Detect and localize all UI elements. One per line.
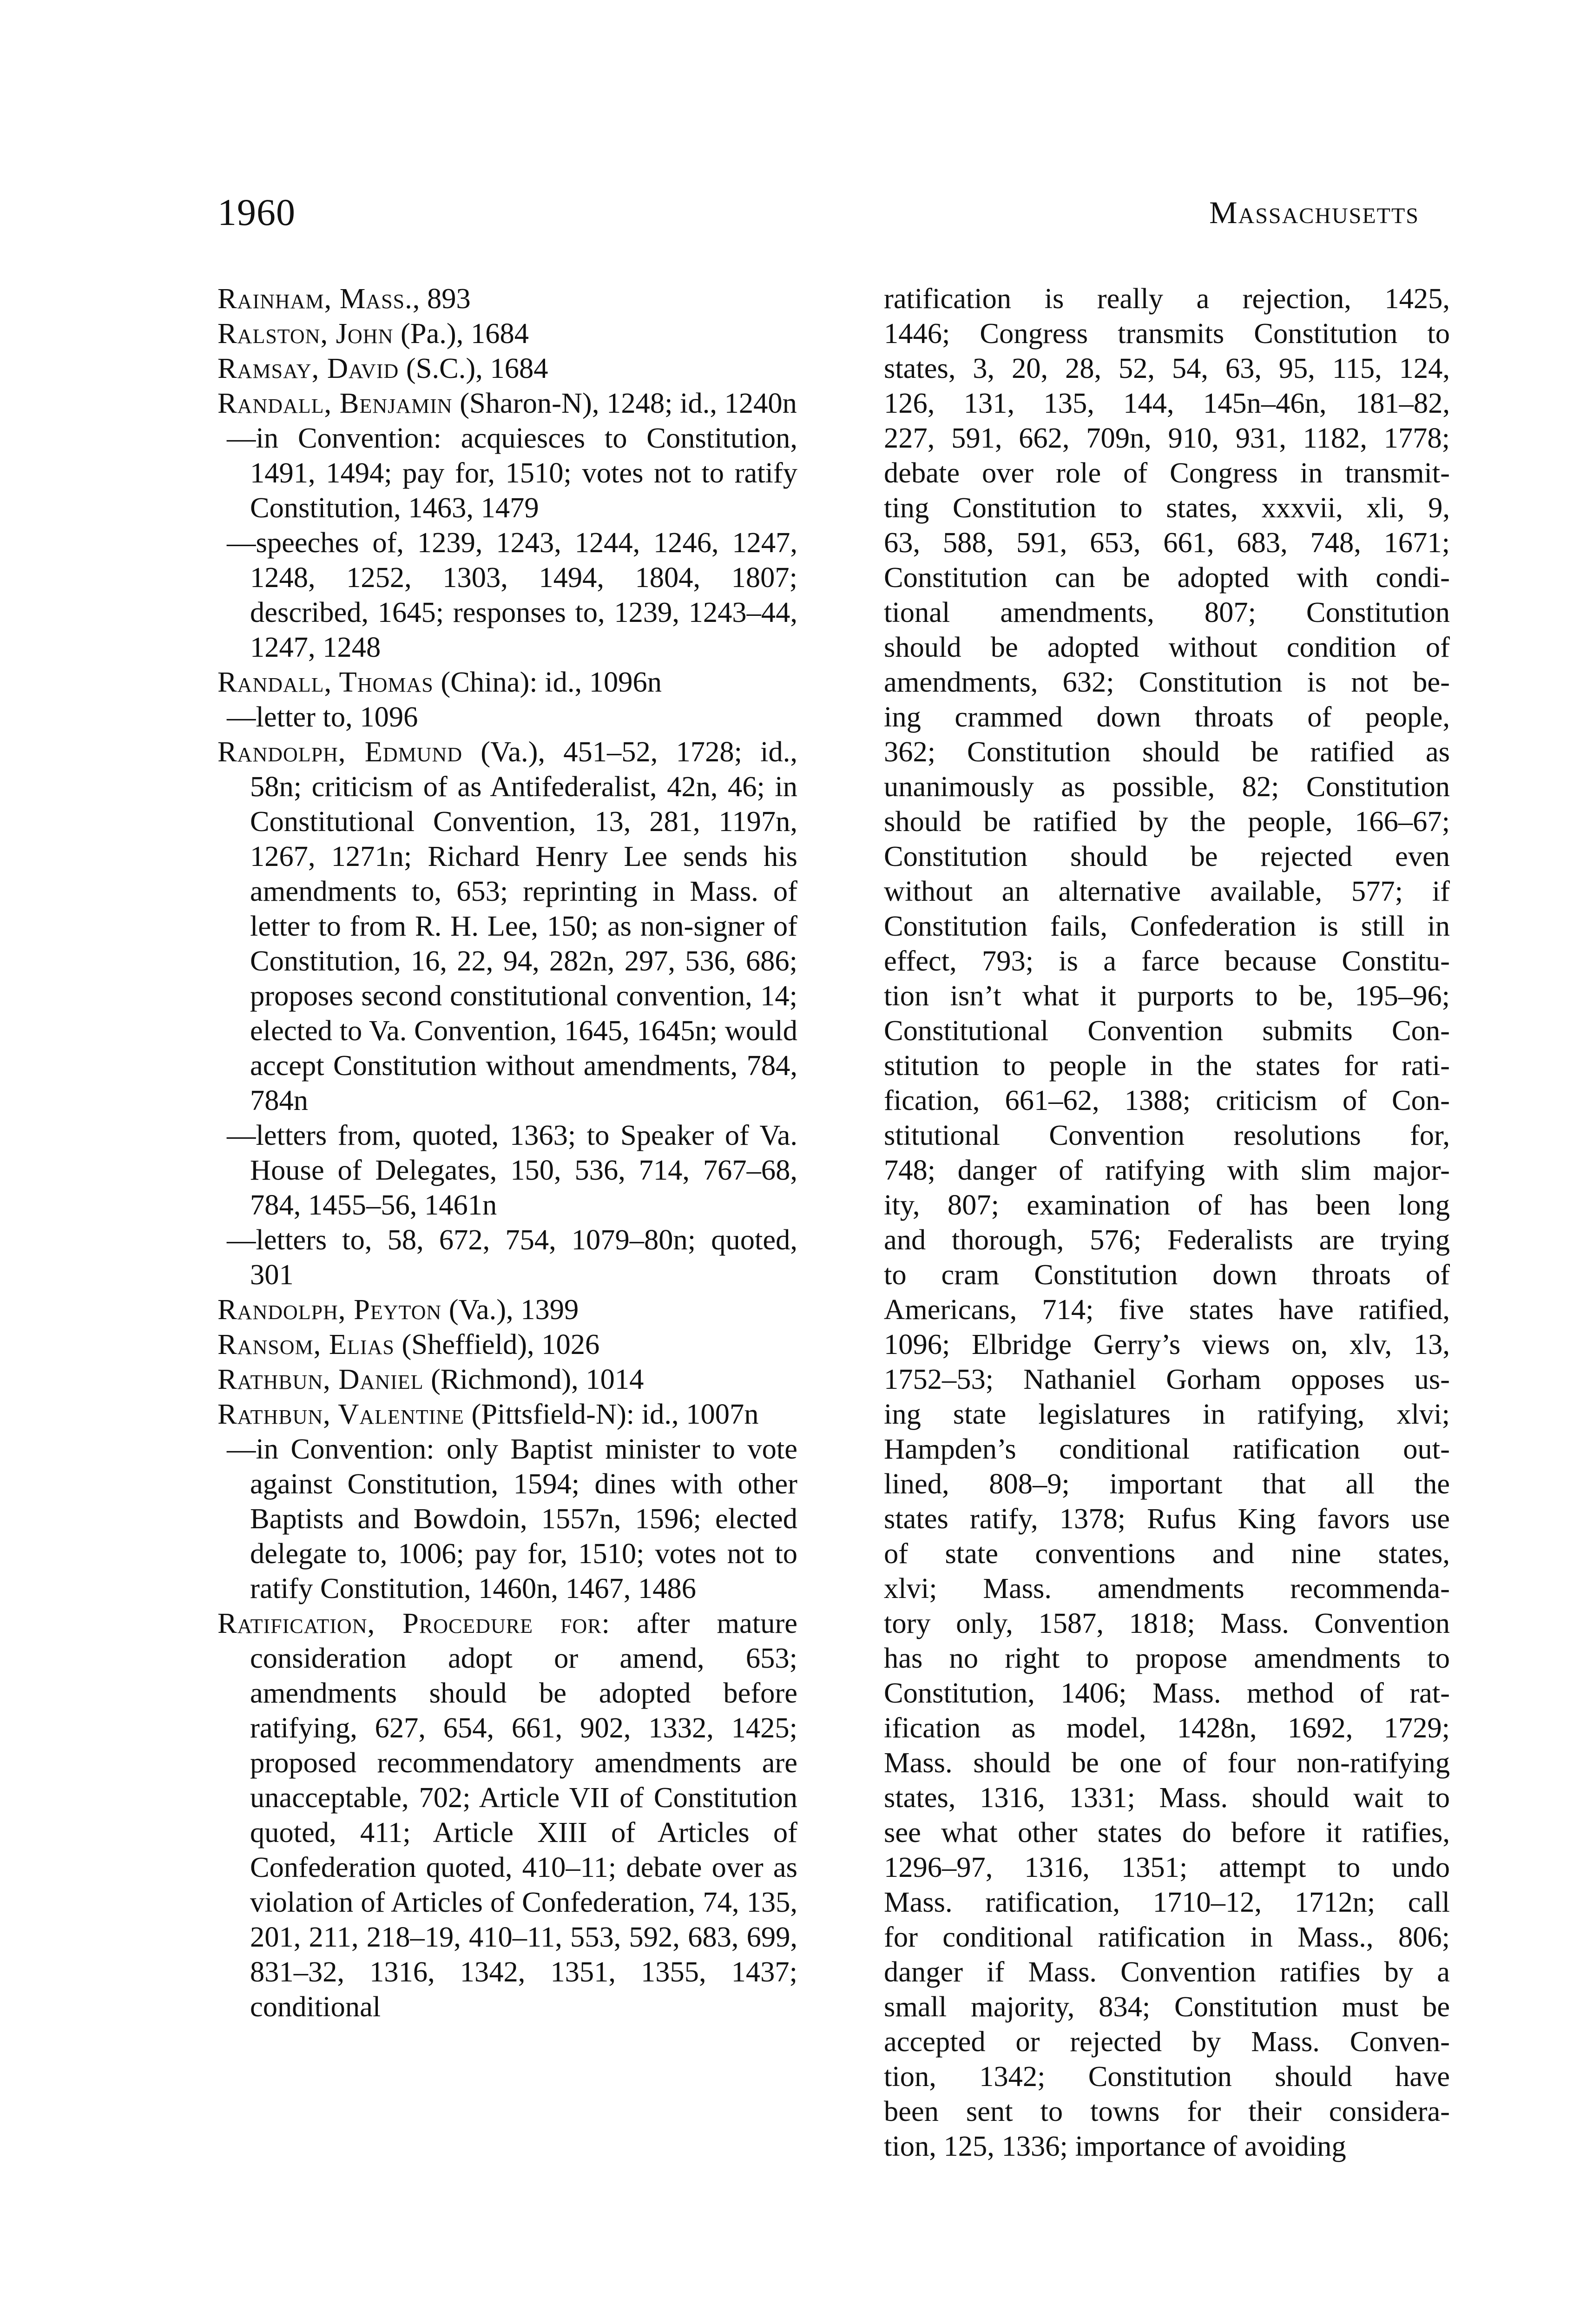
index-entry xyxy=(217,421,797,525)
index-continuation-line: Constitution should be rejected even xyxy=(884,840,1450,872)
index-continuation-line: accepted or rejected by Mass. Conven- xyxy=(884,2025,1450,2058)
index-entry xyxy=(217,1362,797,1397)
index-entry-text: —in Convention: only Baptist minister to vote against Constitution, 1594; dines with other Baptists and Bowdoin, 1557n, 1596; elected delegate to, 1006; pay for, 1510; votes not to ratify Constitution, 1460n, 1467, 1486 xyxy=(227,1433,797,1604)
index-continuation-line: ing crammed down throats of people, xyxy=(884,700,1450,733)
index-continuation-line: 1096; Elbridge Gerry’s views on, xlv, 13, xyxy=(884,1328,1450,1360)
index-continuation-line: effect, 793; is a farce because Constitu- xyxy=(884,944,1450,977)
index-headword: Ratification, Procedure for xyxy=(217,1607,602,1639)
index-entry-text: (China): id., 1096n xyxy=(433,666,662,698)
index-entry xyxy=(217,525,797,665)
index-continuation-line: unanimously as possible, 82; Constitution xyxy=(884,770,1450,803)
index-headword: Rathbun, Valentine xyxy=(217,1398,464,1430)
index-entry-text: —letter to, 1096 xyxy=(227,700,418,733)
index-headword: Ralston, John xyxy=(217,317,394,350)
index-headword: Randall, Benjamin xyxy=(217,387,453,419)
index-continuation-line: 362; Constitution should be ratified as xyxy=(884,735,1450,768)
index-column-right xyxy=(870,281,1450,2164)
index-continuation-line: and thorough, 576; Federalists are trying xyxy=(884,1223,1450,1256)
index-headword: Ransom, Elias xyxy=(217,1328,395,1360)
index-continuation-line: Constitution can be adopted with condi- xyxy=(884,561,1450,594)
index-continuation-line: 63, 588, 591, 653, 661, 683, 748, 1671; xyxy=(884,526,1450,559)
index-entry-text: —in Convention: acquiesces to Constitution, 1491, 1494; pay for, 1510; votes not to ratify Constitution, 1463, 1479 xyxy=(227,422,797,524)
index-entry-text: (Va.), 1399 xyxy=(441,1293,579,1326)
index-entry xyxy=(217,281,797,316)
index-continuation-line: tion isn’t what it purports to be, 195–96; xyxy=(884,979,1450,1012)
index-column-left xyxy=(217,281,797,2024)
index-continuation-line: should be adopted without condition of xyxy=(884,631,1450,663)
index-continuation-line: danger if Mass. Convention ratifies by a xyxy=(884,1955,1450,1988)
index-continuation-line: without an alternative available, 577; if xyxy=(884,875,1450,907)
index-entry-text: (Sheffield), 1026 xyxy=(394,1328,600,1360)
running-head xyxy=(217,191,1419,246)
index-continuation-line: Mass. ratification, 1710–12, 1712n; call xyxy=(884,1886,1450,1918)
index-continuation-line: debate over role of Congress in transmit- xyxy=(884,456,1450,489)
index-headword: Randall, Thomas xyxy=(217,666,434,698)
index-entry-text: —letters to, 58, 672, 754, 1079–80n; quoted, 301 xyxy=(227,1223,797,1291)
index-continuation-line: Hampden’s conditional ratification out- xyxy=(884,1433,1450,1465)
index-entry xyxy=(217,1397,797,1432)
index-continuation-line: been sent to towns for their considera- xyxy=(884,2095,1450,2127)
index-continuation-line: of state conventions and nine states, xyxy=(884,1537,1450,1570)
index-continuation-line: Mass. should be one of four non-ratifying xyxy=(884,1746,1450,1779)
index-continuation-line: should be ratified by the people, 166–67; xyxy=(884,805,1450,838)
index-entry-text: —speeches of, 1239, 1243, 1244, 1246, 1247, 1248, 1252, 1303, 1494, 1804, 1807; described, 1645; responses to, 1239, 1243–44, 1247, 1248 xyxy=(227,526,797,663)
index-headword: Ramsay, David xyxy=(217,352,399,384)
index-entry xyxy=(217,1292,797,1327)
index-headword: Randolph, Peyton xyxy=(217,1293,442,1326)
index-entry xyxy=(217,700,797,734)
index-headword: Randolph, Edmund xyxy=(217,735,463,768)
index-continuation-line: Constitutional Convention submits Con- xyxy=(884,1014,1450,1047)
index-continuation-line: amendments, 632; Constitution is not be- xyxy=(884,666,1450,698)
index-continuation-line: lined, 808–9; important that all the xyxy=(884,1467,1450,1500)
index-entry xyxy=(217,1222,797,1292)
index-continuation-line: fication, 661–62, 1388; criticism of Con- xyxy=(884,1084,1450,1116)
index-headword: Rathbun, Daniel xyxy=(217,1363,424,1395)
index-entry xyxy=(217,1606,797,2024)
index-continuation-line: states, 1316, 1331; Mass. should wait to xyxy=(884,1781,1450,1814)
index-continuation-line: Americans, 714; five states have ratified, xyxy=(884,1293,1450,1326)
index-continuation-line: Constitution fails, Confederation is still in xyxy=(884,910,1450,942)
index-entry-text: —letters from, quoted, 1363; to Speaker of Va. House of Delegates, 150, 536, 714, 767–68, 784, 1455–56, 1461n xyxy=(227,1119,797,1221)
section-title: Massachusetts xyxy=(1209,195,1419,230)
index-headword: Rainham, Mass. xyxy=(217,282,413,315)
index-continuation-line: 227, 591, 662, 709n, 910, 931, 1182, 1778; xyxy=(884,422,1450,454)
page-number: 1960 xyxy=(217,191,296,233)
index-entry xyxy=(217,1118,797,1222)
index-continuation-line: stitutional Convention resolutions for, xyxy=(884,1119,1450,1151)
index-entry xyxy=(217,386,797,421)
index-entry xyxy=(217,734,797,1118)
index-entry-text: (Pittsfield-N): id., 1007n xyxy=(464,1398,759,1430)
index-continuation-line: ification as model, 1428n, 1692, 1729; xyxy=(884,1711,1450,1744)
index-entry xyxy=(217,316,797,351)
index-entry-text: (S.C.), 1684 xyxy=(399,352,548,384)
index-entry xyxy=(217,665,797,700)
index-continuation-line: 748; danger of ratifying with slim major- xyxy=(884,1154,1450,1186)
index-continuation-line: small majority, 834; Constitution must be xyxy=(884,1990,1450,2023)
index-continuation-line: for conditional ratification in Mass., 806; xyxy=(884,1921,1450,1953)
index-continuation-line: ratification is really a rejection, 1425, xyxy=(884,282,1450,315)
index-continuation-line: tory only, 1587, 1818; Mass. Convention xyxy=(884,1607,1450,1639)
index-continuation-line: ing state legislatures in ratifying, xlvi; xyxy=(884,1398,1450,1430)
index-entry-text: (Richmond), 1014 xyxy=(423,1363,644,1395)
index-continuation-line: Constitution, 1406; Mass. method of rat- xyxy=(884,1677,1450,1709)
index-continuation-line: states ratify, 1378; Rufus King favors use xyxy=(884,1502,1450,1535)
index-continuation-line: stitution to people in the states for rati- xyxy=(884,1049,1450,1082)
index-entry-text: : after mature consideration adopt or amend, 653; amendments should be adopted before ratifying, 627, 654, 661, 902, 1332, 1425; proposed recommendatory amendments are unacceptable, 702; Article VII of Constitution quoted, 411; Article XIII of Articles of Confederation quoted, 410–11; debate over as violation of Articles of Confederation, 74, 135, 201, 211, 218–19, 410–11, 553, 592, 683, 699, 831–32, 1316, 1342, 1351, 1355, 1437; conditional xyxy=(250,1607,797,2023)
index-continuation-line: has no right to propose amendments to xyxy=(884,1642,1450,1674)
index-continuation-line: tion, 125, 1336; importance of avoiding xyxy=(884,2130,1346,2162)
index-continuation-line: ting Constitution to states, xxxvii, xli, 9, xyxy=(884,491,1450,524)
index-entry-text: (Sharon-N), 1248; id., 1240n xyxy=(452,387,797,419)
index-entry xyxy=(217,1432,797,1606)
index-continuation-line: 126, 131, 135, 144, 145n–46n, 181–82, xyxy=(884,387,1450,419)
index-entry-text: (Pa.), 1684 xyxy=(393,317,529,350)
index-entry-text: , 893 xyxy=(412,282,471,315)
index-entry-text: (Va.), 451–52, 1728; id., 58n; criticism of as Antifederalist, 42n, 46; in Constitutional Convention, 13, 281, 1197n, 1267, 1271n; Richard Henry Lee sends his amendments to, 653; reprinting in Mass. of letter to from R. H. Lee, 150; as non-signer of Constitution, 16, 22, 94, 282n, 297, 536, 686; proposes second constitutional convention, 14; elected to Va. Convention, 1645, 1645n; would accept Constitution without amendments, 784, 784n xyxy=(250,735,797,1116)
index-continuation-line: tional amendments, 807; Constitution xyxy=(884,596,1450,628)
index-continuation-line: to cram Constitution down throats of xyxy=(884,1258,1450,1291)
index-continuation-line: 1296–97, 1316, 1351; attempt to undo xyxy=(884,1851,1450,1883)
index-continuation-line: xlvi; Mass. amendments recommenda- xyxy=(884,1572,1450,1604)
index-continuation-line: ity, 807; examination of has been long xyxy=(884,1188,1450,1221)
index-continuation-line: see what other states do before it ratifies, xyxy=(884,1816,1450,1849)
index-entry xyxy=(217,1327,797,1362)
index-continuation-line: 1446; Congress transmits Constitution to xyxy=(884,317,1450,350)
index-continuation-line: states, 3, 20, 28, 52, 54, 63, 95, 115, 124, xyxy=(884,352,1450,384)
index-entry xyxy=(217,351,797,386)
index-continuation-line: 1752–53; Nathaniel Gorham opposes us- xyxy=(884,1363,1450,1395)
index-continuation-line: tion, 1342; Constitution should have xyxy=(884,2060,1450,2093)
